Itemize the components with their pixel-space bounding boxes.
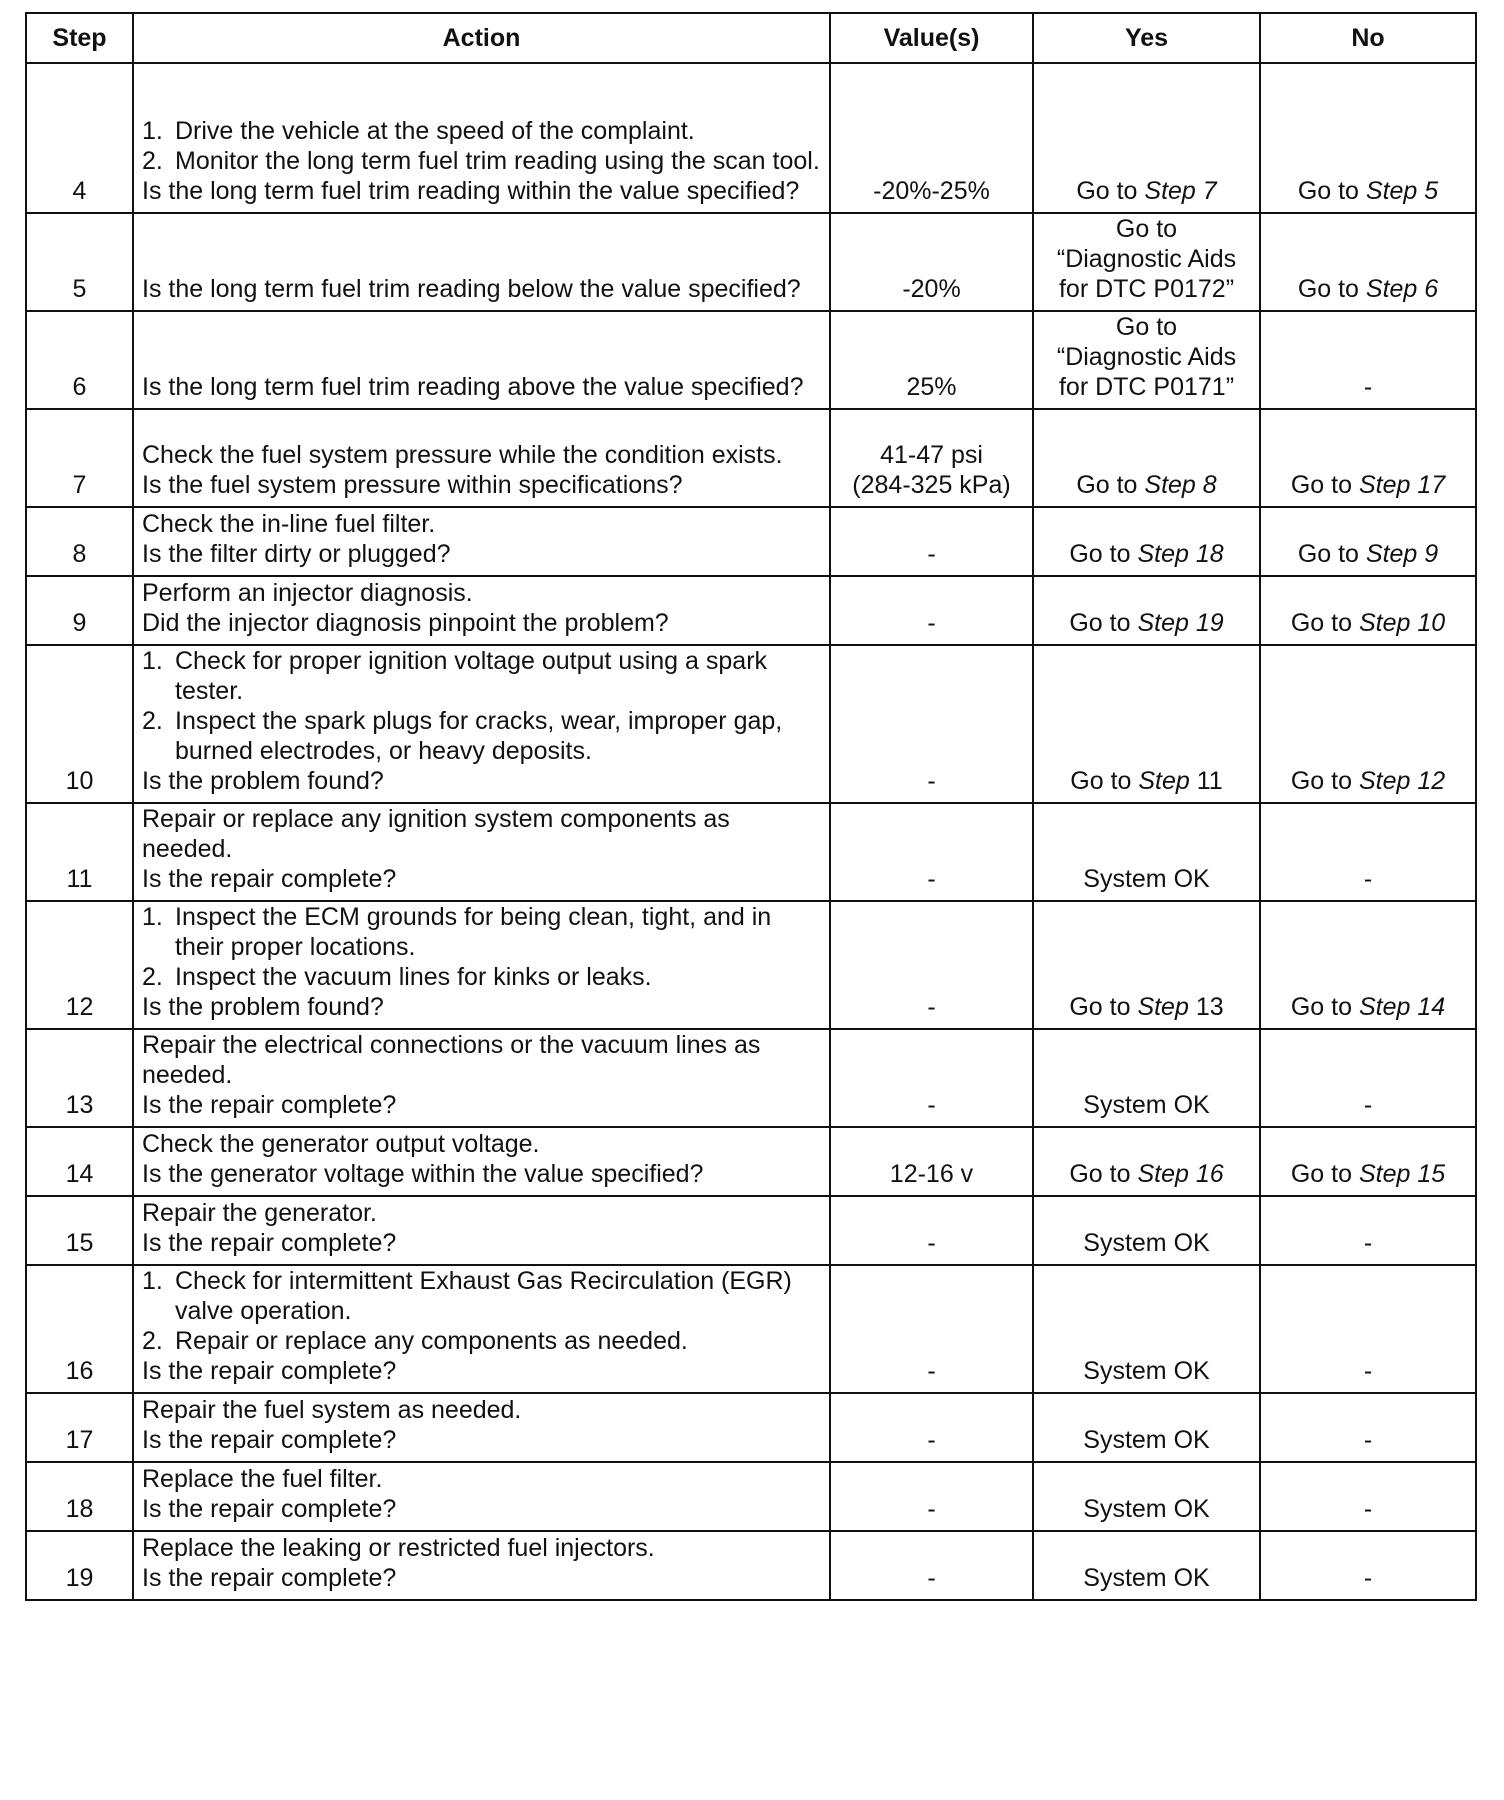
table-row xyxy=(26,1265,1476,1393)
no-step-link: Step 9 xyxy=(1365,540,1439,568)
yes-cell xyxy=(1033,1029,1260,1127)
action-question: Is the repair complete? xyxy=(142,865,397,893)
action-cell xyxy=(133,645,830,803)
action-cell xyxy=(133,213,830,311)
value-line: 41-47 psi xyxy=(880,441,983,469)
value-cell: 25% xyxy=(830,311,1033,409)
step-cell: 9 xyxy=(26,576,133,645)
no-cell xyxy=(1260,1127,1476,1196)
no-text: - xyxy=(1363,373,1373,401)
action-cell xyxy=(133,63,830,213)
no-step-link: Step 12 xyxy=(1358,767,1446,795)
no-cell xyxy=(1260,1029,1476,1127)
action-question: Is the long term fuel trim reading above the value specified? xyxy=(142,373,804,401)
no-text: - xyxy=(1363,1357,1373,1385)
table-row xyxy=(26,213,1476,311)
action-question: Is the problem found? xyxy=(142,767,384,795)
action-item-text: Inspect the spark plugs for cracks, wear, improper gap, burned electrodes, or heavy deposits. xyxy=(175,707,783,765)
value-cell: - xyxy=(830,576,1033,645)
yes-text: System OK xyxy=(1083,1564,1210,1592)
step-cell: 11 xyxy=(26,803,133,901)
no-text: - xyxy=(1363,1495,1373,1523)
step-cell: 15 xyxy=(26,1196,133,1265)
yes-suffix: 11 xyxy=(1189,767,1223,795)
value-cell: - xyxy=(830,645,1033,803)
action-question: Is the repair complete? xyxy=(142,1229,397,1257)
value-cell: 12-16 v xyxy=(830,1127,1033,1196)
step-cell: 7 xyxy=(26,409,133,507)
table-header-row xyxy=(26,13,1476,63)
no-prefix: Go to xyxy=(1290,609,1359,637)
yes-step-link: Step 7 xyxy=(1144,177,1217,205)
yes-cell xyxy=(1033,409,1260,507)
no-prefix: Go to xyxy=(1297,275,1366,303)
value-cell: - xyxy=(830,1531,1033,1600)
yes-step-link: Step 16 xyxy=(1137,1160,1224,1188)
diagnostic-table xyxy=(25,12,1477,1601)
value-cell: -20%-25% xyxy=(830,63,1033,213)
action-item-text: Check for intermittent Exhaust Gas Recirculation (EGR) valve operation. xyxy=(175,1267,792,1325)
action-question: Is the long term fuel trim reading below the value specified? xyxy=(142,275,801,303)
yes-line: “Diagnostic Aids xyxy=(1056,245,1237,273)
value-cell: - xyxy=(830,1196,1033,1265)
value-cell: - xyxy=(830,1265,1033,1393)
table-row xyxy=(26,901,1476,1029)
action-paragraph: Check the in-line fuel filter. xyxy=(142,510,436,538)
no-prefix: Go to xyxy=(1297,540,1366,568)
value-cell: - xyxy=(830,1462,1033,1531)
yes-cell xyxy=(1033,1531,1260,1600)
no-prefix: Go to xyxy=(1290,993,1359,1021)
action-cell xyxy=(133,507,830,576)
no-cell xyxy=(1260,1196,1476,1265)
action-question: Is the repair complete? xyxy=(142,1495,397,1523)
value-cell: - xyxy=(830,507,1033,576)
no-cell xyxy=(1260,507,1476,576)
table-row xyxy=(26,409,1476,507)
yes-prefix: Go to xyxy=(1076,471,1145,499)
action-paragraph: Repair the fuel system as needed. xyxy=(142,1396,522,1424)
action-item-number: 2. xyxy=(142,147,163,175)
yes-cell xyxy=(1033,1196,1260,1265)
action-item-text: Check for proper ignition voltage output using a spark tester. xyxy=(175,647,768,705)
no-step-link: Step 5 xyxy=(1365,177,1439,205)
yes-line: Go to xyxy=(1115,313,1178,341)
action-paragraph: Repair or replace any ignition system components as needed. xyxy=(142,805,730,863)
action-question: Is the repair complete? xyxy=(142,1426,397,1454)
no-prefix: Go to xyxy=(1290,1160,1359,1188)
action-cell xyxy=(133,576,830,645)
action-cell xyxy=(133,409,830,507)
no-text: - xyxy=(1363,1229,1373,1257)
action-paragraph: Replace the leaking or restricted fuel injectors. xyxy=(142,1534,655,1562)
action-item-number: 2. xyxy=(142,707,163,735)
yes-cell xyxy=(1033,1462,1260,1531)
step-cell: 6 xyxy=(26,311,133,409)
no-cell xyxy=(1260,213,1476,311)
yes-prefix: Go to xyxy=(1070,767,1139,795)
action-question: Is the fuel system pressure within specifications? xyxy=(142,471,683,499)
step-cell: 18 xyxy=(26,1462,133,1531)
action-question: Is the generator voltage within the value specified? xyxy=(142,1160,704,1188)
yes-step-link: Step xyxy=(1137,993,1189,1021)
yes-prefix: Go to xyxy=(1069,540,1138,568)
action-item-text: Monitor the long term fuel trim reading using the scan tool. xyxy=(175,147,820,175)
action-cell xyxy=(133,901,830,1029)
yes-text: System OK xyxy=(1083,1229,1210,1257)
step-cell: 12 xyxy=(26,901,133,1029)
yes-prefix: Go to xyxy=(1069,609,1138,637)
value-cell xyxy=(830,409,1033,507)
yes-line: for DTC P0172” xyxy=(1058,275,1235,303)
no-text: - xyxy=(1363,1564,1373,1592)
yes-text: System OK xyxy=(1083,1426,1210,1454)
action-paragraph: Check the fuel system pressure while the condition exists. xyxy=(142,441,783,469)
yes-cell xyxy=(1033,901,1260,1029)
no-step-link: Step 14 xyxy=(1358,993,1446,1021)
yes-cell xyxy=(1033,645,1260,803)
step-cell: 17 xyxy=(26,1393,133,1462)
no-prefix: Go to xyxy=(1290,471,1359,499)
no-cell xyxy=(1260,803,1476,901)
step-cell: 14 xyxy=(26,1127,133,1196)
value-cell: - xyxy=(830,1029,1033,1127)
table-row xyxy=(26,1029,1476,1127)
header-step: Step xyxy=(26,13,133,63)
step-cell: 16 xyxy=(26,1265,133,1393)
no-step-link: Step 10 xyxy=(1358,609,1446,637)
yes-cell xyxy=(1033,507,1260,576)
yes-prefix: Go to xyxy=(1076,177,1145,205)
action-item-number: 2. xyxy=(142,1327,163,1355)
no-text: - xyxy=(1363,865,1373,893)
no-prefix: Go to xyxy=(1290,767,1359,795)
value-cell: - xyxy=(830,803,1033,901)
action-cell xyxy=(133,1393,830,1462)
action-question: Is the repair complete? xyxy=(142,1091,397,1119)
action-item-number: 1. xyxy=(142,117,163,145)
header-action: Action xyxy=(133,13,830,63)
action-question: Is the filter dirty or plugged? xyxy=(142,540,451,568)
action-paragraph: Repair the electrical connections or the vacuum lines as needed. xyxy=(142,1031,761,1089)
table-row xyxy=(26,645,1476,803)
table-body xyxy=(26,63,1476,1600)
no-cell xyxy=(1260,1265,1476,1393)
table-row xyxy=(26,507,1476,576)
yes-cell xyxy=(1033,63,1260,213)
header-no: No xyxy=(1260,13,1476,63)
yes-line: for DTC P0171” xyxy=(1058,373,1235,401)
header-values: Value(s) xyxy=(830,13,1033,63)
table-row xyxy=(26,1127,1476,1196)
value-cell: - xyxy=(830,901,1033,1029)
yes-step-link: Step 8 xyxy=(1144,471,1217,499)
yes-cell xyxy=(1033,311,1260,409)
action-cell xyxy=(133,1196,830,1265)
action-list-item xyxy=(142,1266,821,1326)
table-row xyxy=(26,576,1476,645)
value-line: (284-325 kPa) xyxy=(852,471,1011,499)
action-paragraph: Check the generator output voltage. xyxy=(142,1130,540,1158)
step-cell: 19 xyxy=(26,1531,133,1600)
table-row xyxy=(26,1462,1476,1531)
action-question: Is the repair complete? xyxy=(142,1564,397,1592)
action-question: Is the problem found? xyxy=(142,993,384,1021)
yes-suffix: 13 xyxy=(1188,993,1224,1021)
action-cell xyxy=(133,1462,830,1531)
step-cell: 8 xyxy=(26,507,133,576)
action-list-item xyxy=(142,146,821,176)
action-question: Did the injector diagnosis pinpoint the problem? xyxy=(142,609,669,637)
yes-prefix: Go to xyxy=(1069,1160,1138,1188)
no-cell xyxy=(1260,901,1476,1029)
yes-step-link: Step 18 xyxy=(1137,540,1224,568)
action-item-number: 1. xyxy=(142,647,163,675)
action-item-text: Inspect the vacuum lines for kinks or leaks. xyxy=(175,963,652,991)
table-row xyxy=(26,63,1476,213)
no-cell xyxy=(1260,1462,1476,1531)
action-paragraph: Replace the fuel filter. xyxy=(142,1465,383,1493)
yes-cell xyxy=(1033,1393,1260,1462)
table-row xyxy=(26,803,1476,901)
table-row xyxy=(26,1393,1476,1462)
yes-text: System OK xyxy=(1083,865,1210,893)
action-item-number: 2. xyxy=(142,963,163,991)
action-list-item xyxy=(142,962,821,992)
yes-cell xyxy=(1033,1127,1260,1196)
step-cell: 5 xyxy=(26,213,133,311)
no-cell xyxy=(1260,63,1476,213)
action-list-item xyxy=(142,706,821,766)
action-cell xyxy=(133,1029,830,1127)
step-cell: 13 xyxy=(26,1029,133,1127)
no-cell xyxy=(1260,1531,1476,1600)
no-step-link: Step 15 xyxy=(1358,1160,1446,1188)
header-yes: Yes xyxy=(1033,13,1260,63)
action-question: Is the long term fuel trim reading within the value specified? xyxy=(142,177,800,205)
yes-cell xyxy=(1033,213,1260,311)
action-item-number: 1. xyxy=(142,903,163,931)
yes-line: “Diagnostic Aids xyxy=(1056,343,1237,371)
no-cell xyxy=(1260,645,1476,803)
yes-cell xyxy=(1033,576,1260,645)
no-cell xyxy=(1260,1393,1476,1462)
action-item-text: Repair or replace any components as needed. xyxy=(175,1327,688,1355)
value-cell: - xyxy=(830,1393,1033,1462)
table-row xyxy=(26,1531,1476,1600)
action-paragraph: Perform an injector diagnosis. xyxy=(142,579,473,607)
action-list-item xyxy=(142,1326,821,1356)
yes-cell xyxy=(1033,1265,1260,1393)
action-question: Is the repair complete? xyxy=(142,1357,397,1385)
yes-text: System OK xyxy=(1083,1495,1210,1523)
action-item-number: 1. xyxy=(142,1267,163,1295)
no-cell xyxy=(1260,311,1476,409)
step-cell: 10 xyxy=(26,645,133,803)
no-cell xyxy=(1260,576,1476,645)
table-row xyxy=(26,1196,1476,1265)
action-cell xyxy=(133,1531,830,1600)
yes-step-link: Step xyxy=(1138,767,1190,795)
value-cell: -20% xyxy=(830,213,1033,311)
yes-text: System OK xyxy=(1083,1357,1210,1385)
action-list-item xyxy=(142,646,821,706)
action-cell xyxy=(133,1127,830,1196)
no-text: - xyxy=(1363,1426,1373,1454)
step-cell: 4 xyxy=(26,63,133,213)
no-step-link: Step 17 xyxy=(1358,471,1446,499)
yes-prefix: Go to xyxy=(1069,993,1138,1021)
action-list-item xyxy=(142,902,821,962)
action-paragraph: Repair the generator. xyxy=(142,1199,377,1227)
action-cell xyxy=(133,803,830,901)
action-item-text: Drive the vehicle at the speed of the complaint. xyxy=(175,117,695,145)
action-cell xyxy=(133,1265,830,1393)
no-prefix: Go to xyxy=(1297,177,1366,205)
yes-line: Go to xyxy=(1115,215,1178,243)
no-cell xyxy=(1260,409,1476,507)
action-item-text: Inspect the ECM grounds for being clean, tight, and in their proper locations. xyxy=(175,903,772,961)
no-step-link: Step 6 xyxy=(1365,275,1439,303)
yes-text: System OK xyxy=(1083,1091,1210,1119)
action-cell xyxy=(133,311,830,409)
action-list-item xyxy=(142,116,821,146)
table-row xyxy=(26,311,1476,409)
yes-cell xyxy=(1033,803,1260,901)
no-text: - xyxy=(1363,1091,1373,1119)
yes-step-link: Step 19 xyxy=(1137,609,1224,637)
